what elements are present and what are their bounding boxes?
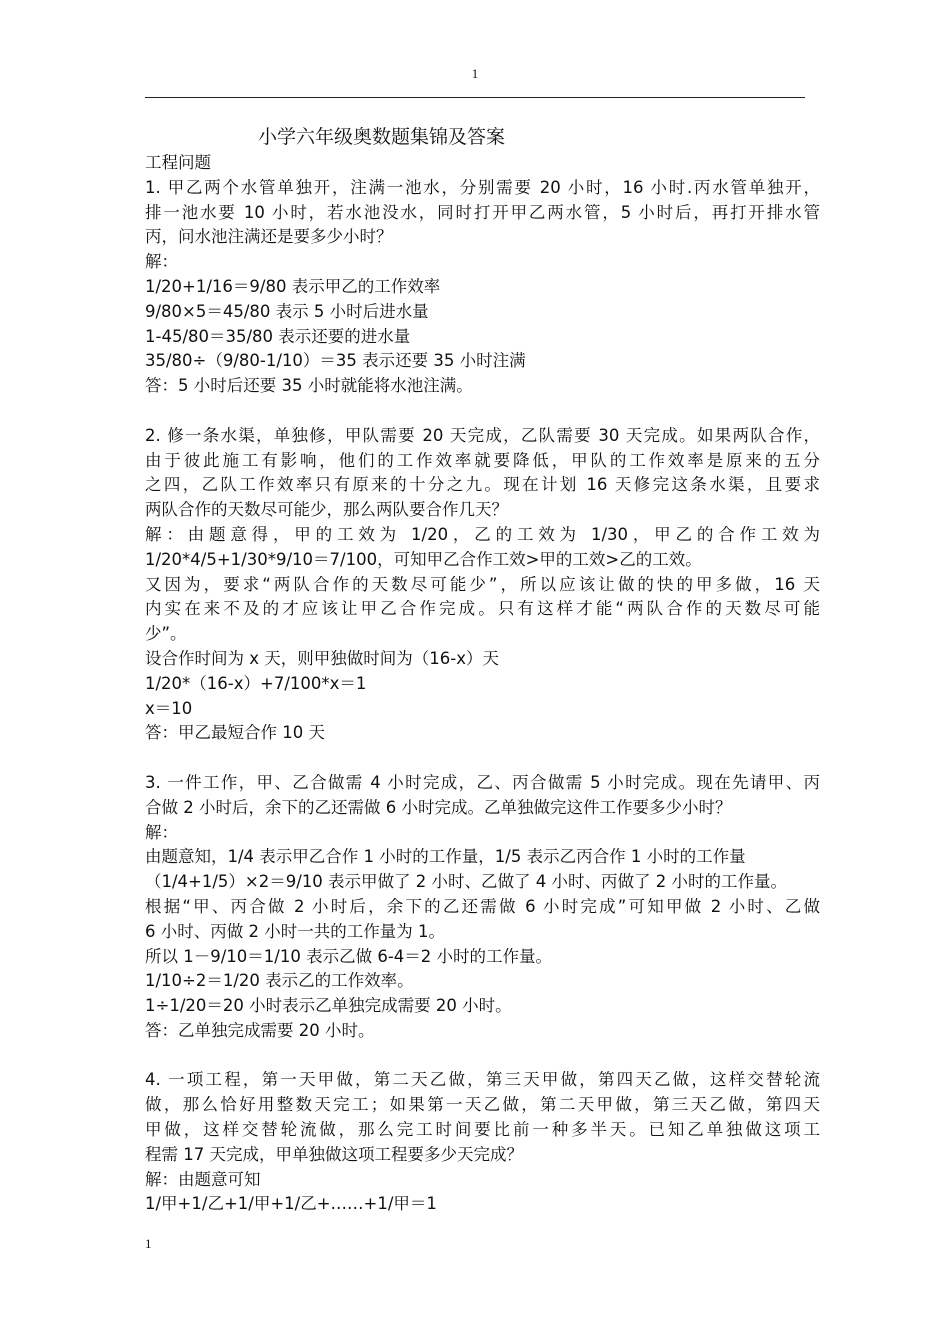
text-line: 1-45/80＝35/80 表示还要的进水量 (145, 326, 411, 346)
text-line: 之四，乙队工作效率只有原来的十分之九。现在计划 16 天修完这条水渠，且要求 (145, 475, 820, 495)
text-line: 1/10÷2＝1/20 表示乙的工作效率。 (145, 971, 414, 991)
text-line: 答：乙单独完成需要 20 小时。 (145, 1020, 375, 1040)
text-line: 2. 修一条水渠，单独修，甲队需要 20 天完成，乙队需要 30 天完成。如果两队合作， (145, 425, 820, 445)
text-line: 由于彼此施工有影响，他们的工作效率就要降低，甲队的工作效率是原来的五分 (145, 450, 820, 470)
text-line: 两队合作的天数尽可能少，那么两队要合作几天？ (145, 500, 508, 520)
text-line: 解： (145, 252, 178, 272)
text-line: 内实在来不及的才应该让甲乙合作完成。只有这样才能“两队合作的天数尽可能 (145, 599, 820, 619)
paragraph-gap (145, 746, 820, 771)
text-line: 答：5 小时后还要 35 小时就能将水池注满。 (145, 376, 473, 396)
header-rule (145, 97, 805, 98)
text-line: 所以 1－9/10＝1/10 表示乙做 6-4＝2 小时的工作量。 (145, 946, 553, 966)
text-line: 6 小时、丙做 2 小时一共的工作量为 1。 (145, 921, 445, 941)
text-line: 4. 一项工程，第一天甲做，第二天乙做，第三天甲做，第四天乙做，这样交替轮流 (145, 1070, 820, 1090)
paragraph-gap (145, 1044, 820, 1069)
footer-page-number: 1 (145, 1236, 152, 1251)
text-line: 3. 一件工作，甲、乙合做需 4 小时完成，乙、丙合做需 5 小时完成。现在先请甲、丙 (145, 772, 820, 792)
text-line: 1/甲+1/乙+1/甲+1/乙+……+1/甲＝1 (145, 1194, 437, 1214)
document-body (145, 151, 820, 1217)
text-line: （1/4+1/5）×2＝9/10 表示甲做了 2 小时、乙做了 4 小时、丙做了 2 小时的工作量。 (145, 872, 788, 892)
text-line: x＝10 (145, 698, 193, 718)
text-line: 排一池水要 10 小时，若水池没水，同时打开甲乙两水管，5 小时后，再打开排水管 (145, 202, 820, 222)
text-line: 解：由题意得，甲的工效为 1/20，乙的工效为 1/30，甲乙的合作工效为 (145, 524, 820, 544)
text-line: 由题意知，1/4 表示甲乙合作 1 小时的工作量，1/5 表示乙丙合作 1 小时的工作量 (145, 847, 746, 867)
text-line: 合做 2 小时后，余下的乙还需做 6 小时完成。乙单独做完这件工作要多少小时？ (145, 797, 732, 817)
text-line: 答：甲乙最短合作 10 天 (145, 723, 325, 743)
text-line: 9/80×5＝45/80 表示 5 小时后进水量 (145, 301, 429, 321)
paragraph-gap (145, 399, 820, 424)
section-heading: 工程问题 (145, 153, 211, 172)
problem-1 (145, 176, 820, 399)
text-line: 又因为，要求“两队合作的天数尽可能少”，所以应该让做的快的甲多做，16 天 (145, 574, 820, 594)
problem-3 (145, 771, 820, 1044)
text-line: 甲做，这样交替轮流做，那么完工时间要比前一种多半天。已知乙单独做这项工 (145, 1120, 820, 1140)
text-line: 35/80÷（9/80-1/10）＝35 表示还要 35 小时注满 (145, 351, 526, 371)
text-line: 设合作时间为 x 天，则甲独做时间为（16-x）天 (145, 648, 499, 668)
text-line: 1/20+1/16＝9/80 表示甲乙的工作效率 (145, 276, 441, 296)
text-line: 丙，问水池注满还是要多少小时？ (145, 227, 393, 247)
problem-2 (145, 424, 820, 746)
text-line: 1÷1/20＝20 小时表示乙单独完成需要 20 小时。 (145, 996, 512, 1016)
text-line: 解：由题意可知 (145, 1169, 261, 1189)
problem-4 (145, 1068, 820, 1217)
document-title: 小学六年级奥数题集锦及答案 (258, 126, 506, 148)
text-line: 根据“甲、丙合做 2 小时后，余下的乙还需做 6 小时完成”可知甲做 2 小时、乙做 (145, 896, 820, 916)
header-page-number: 1 (471, 66, 479, 81)
text-line: 做，那么恰好用整数天完工；如果第一天乙做，第二天甲做，第三天乙做，第四天 (145, 1095, 820, 1115)
text-line: 少”。 (145, 624, 187, 644)
text-line: 1/20*（16-x）+7/100*x＝1 (145, 673, 367, 693)
text-line: 程需 17 天完成，甲单独做这项工程要多少天完成？ (145, 1144, 523, 1164)
text-line: 1/20*4/5+1/30*9/10＝7/100，可知甲乙合作工效>甲的工效>乙的工效。 (145, 549, 702, 569)
text-line: 解： (145, 822, 178, 842)
text-line: 1. 甲乙两个水管单独开，注满一池水，分别需要 20 小时，16 小时.丙水管单独开， (145, 177, 820, 197)
